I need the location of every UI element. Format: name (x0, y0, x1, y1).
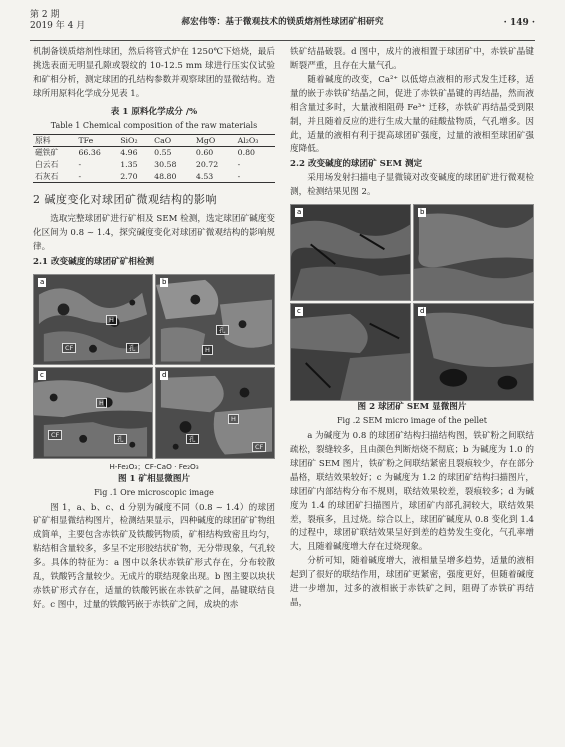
micrograph-panel-b (155, 274, 275, 365)
phase-label: H (202, 345, 213, 356)
figure-2-caption-cn: 图 2 球团矿 SEM 显微图片 (357, 402, 467, 413)
sem-texture (414, 205, 533, 300)
phase-label: CF (62, 343, 76, 354)
panel-letter: c (297, 307, 301, 316)
table-cell: 0.55 (154, 148, 172, 158)
table-header-cell: 原料 (35, 135, 51, 145)
table-cell: 30.58 (154, 159, 177, 169)
panel-letter: d (162, 370, 167, 379)
table-header-cell: TFe (78, 135, 94, 145)
micrograph-texture (34, 368, 152, 458)
table-cell: - (78, 159, 82, 169)
table-cell: - (78, 171, 82, 181)
phase-label: H (96, 398, 107, 409)
intro-paragraph: 机制备镁质熔剂性球团，然后将管式炉在 1250℃下焙烧，最后挑选表面无明显孔隙或裂纹的 10-12.5 mm 球进行压实仪试验和矿相分析，测定球团的孔结构参数并观察球团的显微结构。造球所用原料化学成分见表 1。 (33, 47, 275, 99)
table-cell: 4.96 (120, 148, 138, 158)
table-header-cell: MgO (195, 135, 216, 145)
micrograph-panel-c (33, 367, 153, 459)
figure-1-legend: H-Fe₂O₃；CF-CaO · Fe₂O₃ (109, 461, 199, 471)
micrograph-panel-a (33, 274, 153, 365)
figure-2 (290, 204, 534, 401)
table-cell: 48.80 (154, 171, 177, 181)
sem-method-paragraph: 采用场发射扫描电子显微镜对改变碱度的球团矿进行微观检测，检测结果见图 2。 (290, 173, 534, 198)
right-column (290, 46, 534, 611)
table-caption-en: Table 1 Chemical composition of the raw materials (50, 120, 258, 130)
table-header-row (33, 134, 275, 147)
figure-2-caption-en: Fig .2 SEM micro image of the pellet (336, 416, 487, 426)
table-cell: 1.35 (120, 159, 138, 169)
page-number: · 149 · (503, 18, 535, 28)
phase-label: H (228, 414, 239, 425)
issue-date: 2019 年 4 月 (30, 21, 86, 32)
basicity-analysis-paragraph: 随着碱度的改变，Ca²⁺ 以低熔点液相的形式发生迁移，适量的嵌于赤铁矿结晶之间，促进了赤铁矿晶键的再结晶，然而液相含量过多时，大量液相阻碍 Fe³⁺ 迁移，赤铁矿再结晶受到限制，并且随着反应的进行生成大量的硅酸盐物质，气孔增多。因此，适量的液相有利于提高球团矿强度，过量的液相至球团矿强度降低。 (290, 74, 534, 155)
table-cell: 0.80 (237, 148, 256, 158)
analysis-paragraph: 分析可知，随着碱度增大，液相量呈增多趋势，适量的液相起到了很好的联结作用，球团矿更紧密，强度更好，但随着碱度进一步增加，过多的液相嵌于赤铁矿之间，阻碍了赤铁矿再结晶， (290, 556, 534, 609)
sem-texture (291, 304, 410, 400)
panel-letter: a (40, 277, 45, 286)
left-column (33, 46, 275, 613)
table-cell: 0.60 (195, 148, 214, 158)
table-cell: 4.53 (195, 171, 214, 181)
sem-panel-d (413, 303, 534, 401)
phase-label: 孔 (216, 325, 229, 336)
figure-1-discussion: 图 1，a、b、c、d 分别为碱度不同（0.8 ~ 1.4）的球团矿矿相显微结构图片，检测结果显示，四种碱度的球团矿矿物组成简单，主要包含赤铁矿及铁酸钙物质，矿相结构致密且均匀，粘结相含量较多，多呈不定形胶结状矿物，无分带现象，气孔较多。具体的特征为：a 图中以条状赤铁矿形式存在，分布较散乱，铁酸钙含量较少。无成片的联结现象出现。b 图主要以块状赤铁矿形式存在，适量的铁酸钙嵌在赤铁矿之间，晶键联结良好。c 图中，过量的铁酸钙嵌于赤铁矿之间，成块的赤 (33, 502, 275, 610)
panel-letter: a (297, 208, 302, 217)
figure-1-caption-en: Fig .1 Ore microscopic image (94, 487, 214, 497)
subsection-2-2-heading: 2.2 改变碱度的球团矿 SEM 测定 (290, 159, 423, 170)
table-cell: 20.72 (195, 159, 219, 169)
continued-paragraph: 铁矿结晶破裂。d 图中，成片的液相置于球团矿中，赤铁矿晶键断裂严重，且存在大量气孔。 (290, 47, 534, 71)
table-row (33, 159, 275, 171)
phase-label: 孔 (186, 434, 199, 445)
table-row (33, 171, 275, 183)
table-caption-cn: 表 1 原料化学成分 /% (110, 106, 198, 117)
subsection-2-1-heading: 2.1 改变碱度的球团矿矿相检测 (33, 256, 155, 267)
sem-panel-b (413, 204, 534, 301)
header-rule (30, 40, 535, 41)
section-2-intro: 选取完整球团矿进行矿相及 SEM 检测，选定球团矿碱度变化区间为 0.8 ~ 1.4，探究碱度变化对球团矿微观结构的影响规律。 (33, 214, 275, 252)
table-cell: 磁铁矿 (35, 148, 59, 158)
figure-1-caption-cn: 图 1 矿相显微图片 (117, 473, 191, 484)
table-1 (33, 106, 275, 184)
running-title: 郝宏伟等：基于微观技术的镁质熔剂性球团矿相研究 (181, 17, 384, 27)
table-cell: 66.36 (78, 148, 101, 158)
table-cell: 2.70 (120, 171, 138, 181)
table-row (33, 147, 275, 159)
composition-table (33, 134, 275, 184)
phase-label: 孔 (126, 343, 139, 354)
table-header-cell: Al₂O₃ (237, 135, 259, 145)
phase-label: H (106, 315, 117, 326)
micrograph-texture (156, 275, 274, 364)
page-header (30, 10, 535, 38)
micrograph-panel-d (155, 367, 275, 459)
issue-number: 第 2 期 (30, 10, 60, 20)
panel-letter: c (40, 370, 44, 379)
phase-label: 孔 (114, 434, 127, 445)
figure-1 (33, 274, 275, 459)
table-cell: - (237, 159, 241, 169)
panel-letter: d (420, 307, 425, 316)
sem-results-paragraph: a 为碱度为 0.8 的球团矿结构扫描结构图，铁矿粉之间联结疏松，裂缝较多，且由颜色判断焙烧不彻底；b 为碱度为 1.0 的球团矿 SEM 图片，铁矿粉之间联结紧密且裂痕较少，存在部分晶格，联结效果较好；c 为碱度为 1.2 的球团矿结构扫描图片，球团矿内部结构分布不规则，联结效果较差，裂痕较多；d 为碱度为 1.4 的球团矿扫描图片，球团矿内部孔洞较大，联结效果差，裂痕多，且过烧。综合以上，球团矿碱度从 0.8 变化到 1.4 的过程中，球团矿联结效果呈好到差的趋势发生变化，气孔率增大，且随着碱度增大存在过烧现象。 (290, 431, 534, 553)
panel-letter: b (420, 208, 425, 217)
sem-texture (414, 304, 533, 400)
sem-panel-c (290, 303, 411, 401)
table-header-cell: SiO₂ (120, 135, 138, 145)
table-cell: - (237, 171, 241, 181)
sem-texture (291, 205, 410, 300)
panel-letter: b (162, 277, 167, 286)
table-cell: 白云石 (35, 159, 59, 169)
section-2-heading: 2 碱度变化对球团矿微观结构的影响 (33, 193, 217, 207)
table-header-cell: CaO (154, 135, 172, 145)
table-cell: 石灰石 (35, 171, 59, 181)
sem-panel-a (290, 204, 411, 301)
phase-label: CF (252, 442, 266, 453)
phase-label: CF (48, 430, 62, 441)
